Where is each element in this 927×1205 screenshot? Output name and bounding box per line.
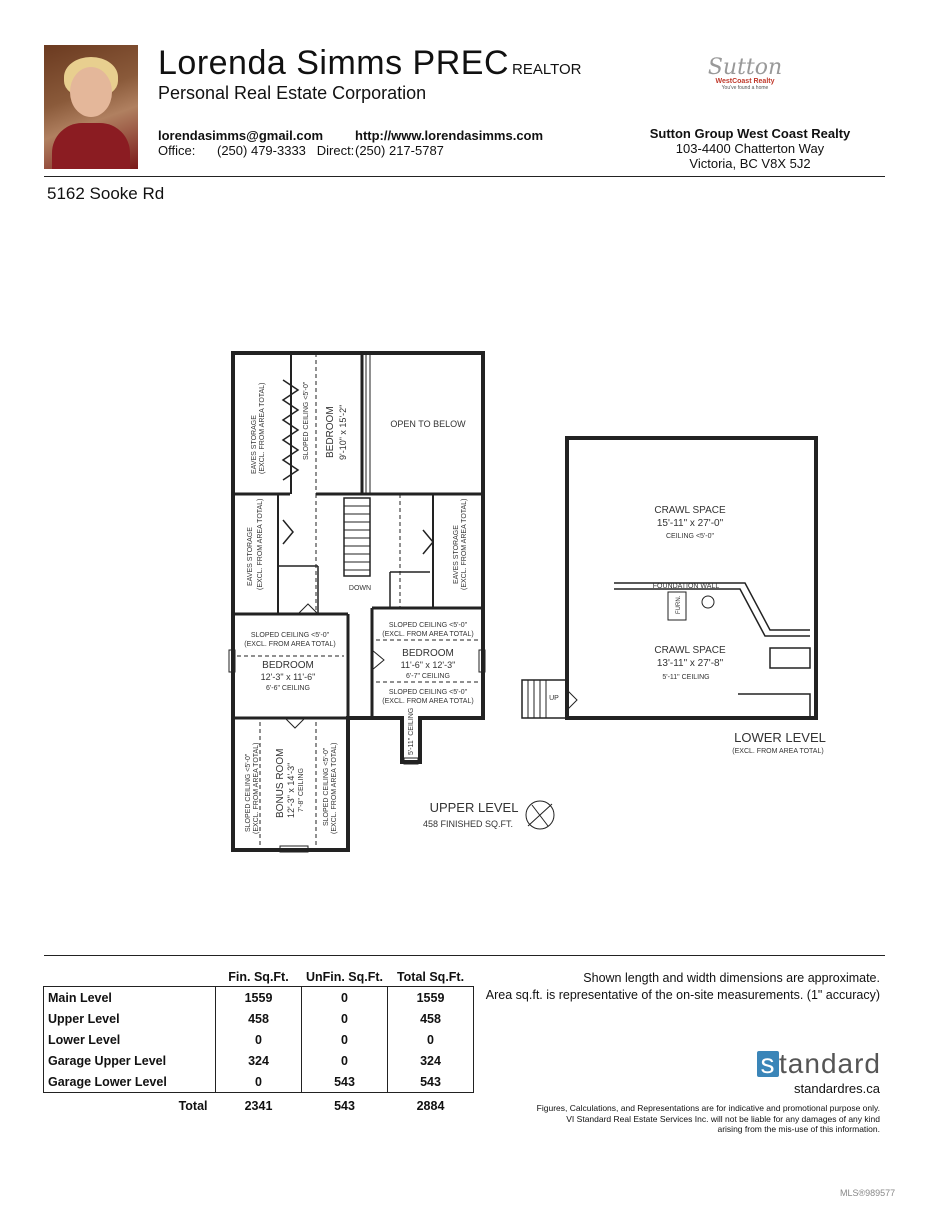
crawl-space-2-ceiling: 5'-11" CEILING [662, 674, 710, 681]
bonus-sloped-left-note: (EXCL. FROM AREA TOTAL) [253, 742, 260, 834]
eaves-storage-label-1: EAVES STORAGE [251, 415, 258, 474]
table-row: Garage Lower Level 0 543 543 [44, 1071, 474, 1093]
sloped-right-bottom-note: (EXCL. FROM AREA TOTAL) [382, 698, 474, 705]
sutton-logo-script: Sutton [707, 55, 783, 80]
bonus-sloped-right-note: (EXCL. FROM AREA TOTAL) [331, 742, 338, 834]
property-address: 5162 Sooke Rd [47, 184, 165, 203]
mls-number: MLS®989577 [840, 1188, 896, 1198]
down-label: DOWN [348, 585, 372, 592]
bonus-room-name: BONUS ROOM [275, 748, 286, 818]
col-total: Total Sq.Ft. [396, 970, 465, 984]
bedroom-right-name: BEDROOM [402, 648, 454, 659]
upper-level-name: UPPER LEVEL [429, 800, 519, 815]
eaves-storage-note-3: (EXCL. FROM AREA TOTAL) [461, 498, 468, 590]
agent-website[interactable]: http://www.lorendasimms.com [355, 128, 544, 143]
dimension-disclaimer: Shown length and width dimensions are approximate. Area sq.ft. is representative of the on-site measurements. (1" accuracy) [485, 971, 880, 1002]
sloped-right-top: SLOPED CEILING <5'-0" [388, 622, 468, 629]
brokerage-name: Sutton Group West Coast Realty [649, 126, 851, 141]
crawl-space-1-name: CRAWL SPACE [654, 505, 726, 516]
col-fin: Fin. Sq.Ft. [228, 970, 289, 984]
bedroom-left-size: 12'-3" x 11'-6" [260, 672, 316, 682]
sutton-logo-brand: WestCoast Realty [715, 78, 775, 85]
bonus-room-size: 12'-3" x 14'-3" [286, 762, 296, 818]
lower-level-note: (EXCL. FROM AREA TOTAL) [732, 748, 824, 755]
crawl-space-1-ceiling: CEILING <5'-0" [666, 533, 714, 540]
area-table-header [44, 968, 474, 987]
bedroom-right-ceiling: 6'-7" CEILING [406, 673, 450, 680]
sutton-logo-tagline: You've found a home [721, 85, 769, 91]
bonus-room-ceiling: 7'-8" CEILING [298, 768, 305, 812]
table-row: Upper Level 458 0 458 [44, 1008, 474, 1029]
agent-title: REALTOR [512, 61, 582, 78]
table-row: Main Level 1559 0 1559 [44, 987, 474, 1009]
sloped-right-bottom: SLOPED CEILING <5'-0" [388, 689, 468, 696]
bedroom-right-size: 11'-6" x 12'-3" [400, 660, 456, 670]
bonus-sloped-left: SLOPED CEILING <5'-0" [245, 753, 252, 832]
crawl-space-1-size: 15'-11" x 27'-0" [656, 518, 724, 529]
crawl-space-2-size: 13'-11" x 27'-8" [656, 658, 724, 669]
standard-url[interactable]: standardres.ca [794, 1081, 880, 1096]
area-table [43, 968, 474, 1119]
agent-email[interactable]: lorendasimms@gmail.com [158, 128, 324, 143]
upper-level-area: 458 FINISHED SQ.FT. [422, 819, 514, 829]
bedroom-left-ceiling: 6'-6" CEILING [266, 685, 310, 692]
bedroom-top-name: BEDROOM [325, 406, 336, 458]
brokerage-city: Victoria, BC V8X 5J2 [689, 156, 811, 171]
agent-name: Lorenda Simms PREC [158, 44, 510, 82]
table-total-row: Total 2341 543 2884 [178, 1099, 445, 1113]
agent-direct-phone: (250) 217-5787 [355, 143, 444, 158]
agent-corporation: Personal Real Estate Corporation [158, 83, 427, 103]
ceiling-511-label: 5'-11" CEILING [408, 707, 415, 755]
sloped-right-top-note: (EXCL. FROM AREA TOTAL) [382, 631, 474, 638]
bedroom-top-size: 9'-10" x 15'-2" [338, 404, 348, 460]
agent-office-phone: Office: (250) 479-3333 Direct: [158, 143, 355, 158]
eaves-storage-label-2: EAVES STORAGE [247, 527, 254, 586]
lower-level-name: LOWER LEVEL [734, 730, 826, 745]
sloped-ceiling-top: SLOPED CEILING <5'-0" [303, 381, 310, 460]
foundation-wall-label: FOUNDATION WALL [652, 583, 720, 590]
eaves-storage-note-1: (EXCL. FROM AREA TOTAL) [259, 382, 266, 474]
crawl-space-2-name: CRAWL SPACE [654, 645, 726, 656]
up-label: UP [549, 695, 559, 702]
liability-disclaimer: Figures, Calculations, and Representations are for indicative and promotional purpose only. VI Standard Real Estate Services Inc. will not be liable for any damages of any kind arising from the mis-use of this information. [536, 1103, 880, 1134]
table-row: Garage Upper Level 324 0 324 [44, 1050, 474, 1071]
table-row: Lower Level 0 0 0 [44, 1029, 474, 1050]
bedroom-left-name: BEDROOM [262, 660, 314, 671]
bonus-sloped-right: SLOPED CEILING <5'-0" [323, 747, 330, 826]
sloped-left-label: SLOPED CEILING <5'-0" [250, 632, 330, 639]
open-to-below-label: OPEN TO BELOW [390, 419, 466, 429]
footer-divider [44, 955, 885, 956]
sloped-left-note: (EXCL. FROM AREA TOTAL) [244, 641, 336, 648]
furnace-label: FURN. [676, 595, 682, 614]
brokerage-street: 103-4400 Chatterton Way [675, 141, 825, 156]
standard-logo: s tandard [746, 1048, 881, 1080]
eaves-storage-note-2: (EXCL. FROM AREA TOTAL) [257, 498, 264, 590]
eaves-storage-label-3: EAVES STORAGE [453, 525, 460, 584]
col-unfin: UnFin. Sq.Ft. [305, 970, 384, 984]
